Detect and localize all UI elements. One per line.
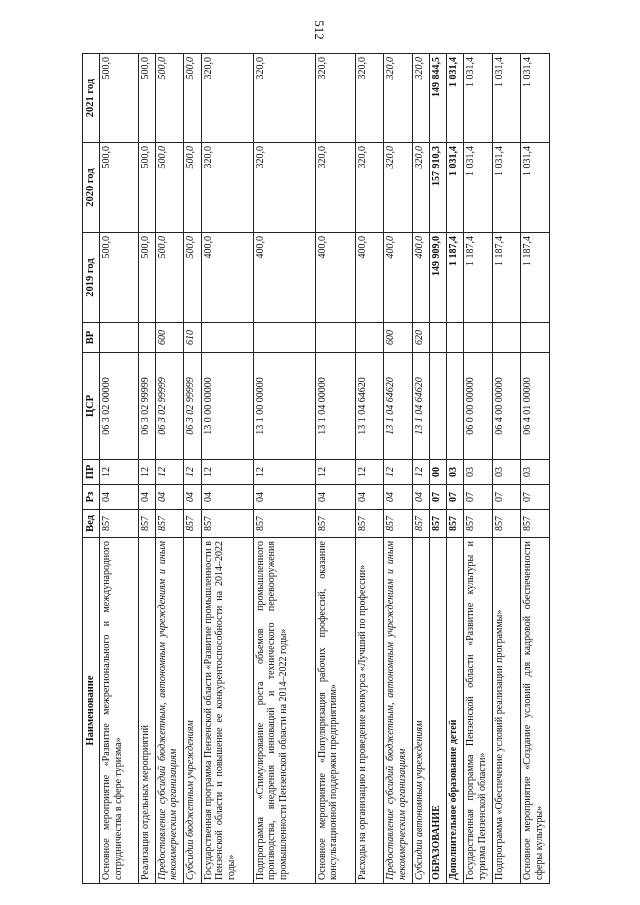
table-row	[138, 54, 155, 884]
row-value-cell: 157 910,3	[429, 143, 446, 233]
row-value-cell: 857	[155, 510, 184, 538]
row-value-cell	[253, 323, 315, 353]
row-value-cell: 1 187,4	[521, 233, 550, 323]
table-row	[253, 54, 315, 884]
row-name-cell: Основное мероприятие «Популяризация рабочих профессий, оказание консультационной поддержки предприятиям»	[315, 538, 355, 884]
row-name-cell: Предоставление субсидий бюджетным, автономным учреждениям и иным некоммерческим организациям	[155, 538, 184, 884]
row-value-cell: 04	[315, 485, 355, 510]
row-value-cell: 320,0	[201, 54, 253, 143]
row-value-cell: 400,0	[412, 233, 429, 323]
row-value-cell	[138, 323, 155, 353]
table-row	[100, 54, 139, 884]
row-value-cell: 07	[464, 485, 493, 510]
row-value-cell: 500,0	[155, 54, 184, 143]
row-value-cell: 500,0	[138, 233, 155, 323]
row-value-cell: 12	[100, 460, 139, 485]
row-name-cell: Подпрограмма «Стимулирование роста объемов промышленного производства, внедрения инноваций и технического перевооружения промышленности Пензенской области на 2014–2022 годы»	[253, 538, 315, 884]
row-name-cell: Расходы на организацию и проведение конкурса «Лучший по профессии»	[355, 538, 384, 884]
row-value-cell: 1 031,4	[521, 143, 550, 233]
row-value-cell	[464, 323, 493, 353]
row-value-cell: 00	[429, 460, 446, 485]
row-value-cell: 13 1 04 64620	[412, 353, 429, 460]
row-value-cell: 1 187,4	[464, 233, 493, 323]
row-name-cell: Основное мероприятие «Развитие межрегионального и международного сотрудничества в сфере туризма»	[100, 538, 139, 884]
row-value-cell	[521, 323, 550, 353]
row-name-cell: Государственная программа Пензенской области «Развитие культуры и туризма Пензенской области»	[464, 538, 493, 884]
header-cell: 2021 год	[83, 54, 100, 143]
row-value-cell	[201, 323, 253, 353]
row-value-cell: 1 031,4	[464, 143, 493, 233]
row-name-cell: Реализация отдельных мероприятий	[138, 538, 155, 884]
header-cell: ВР	[83, 323, 100, 353]
row-value-cell: 07	[521, 485, 550, 510]
row-value-cell: 13 0 00 00000	[201, 353, 253, 460]
row-value-cell	[447, 353, 464, 460]
row-value-cell: 1 031,4	[492, 54, 521, 143]
row-value-cell: 04	[201, 485, 253, 510]
row-value-cell: 400,0	[201, 233, 253, 323]
row-value-cell: 500,0	[184, 233, 201, 323]
row-value-cell: 857	[355, 510, 384, 538]
table-row	[184, 54, 201, 884]
row-value-cell: 320,0	[201, 143, 253, 233]
row-value-cell: 857	[253, 510, 315, 538]
row-name-cell: Дополнительное образование детей	[447, 538, 464, 884]
row-value-cell: 1 031,4	[492, 143, 521, 233]
table-body	[100, 54, 550, 884]
row-value-cell: 12	[384, 460, 413, 485]
row-value-cell: 03	[447, 460, 464, 485]
row-value-cell: 149 844,5	[429, 54, 446, 143]
row-value-cell: 13 1 04 00000	[315, 353, 355, 460]
row-value-cell: 1 187,4	[447, 233, 464, 323]
row-value-cell: 500,0	[138, 54, 155, 143]
table-row	[384, 54, 413, 884]
row-value-cell	[429, 323, 446, 353]
row-value-cell: 400,0	[355, 233, 384, 323]
row-value-cell: 857	[100, 510, 139, 538]
table-row	[412, 54, 429, 884]
row-value-cell: 04	[138, 485, 155, 510]
row-value-cell: 12	[184, 460, 201, 485]
row-value-cell: 03	[492, 460, 521, 485]
row-value-cell: 500,0	[100, 54, 139, 143]
row-value-cell: 1 187,4	[492, 233, 521, 323]
row-value-cell: 400,0	[253, 233, 315, 323]
row-value-cell: 04	[253, 485, 315, 510]
row-value-cell: 400,0	[315, 233, 355, 323]
row-value-cell: 12	[155, 460, 184, 485]
row-value-cell: 320,0	[315, 143, 355, 233]
budget-table	[82, 53, 550, 884]
row-value-cell: 610	[184, 323, 201, 353]
row-value-cell: 320,0	[315, 54, 355, 143]
header-cell: ПР	[83, 460, 100, 485]
row-value-cell: 320,0	[355, 54, 384, 143]
row-value-cell	[355, 323, 384, 353]
row-value-cell: 04	[412, 485, 429, 510]
row-value-cell	[100, 323, 139, 353]
row-value-cell: 06 3 02 99999	[184, 353, 201, 460]
row-value-cell	[429, 353, 446, 460]
row-name-cell: Государственная программа Пензенской области «Развитие промышленности в Пензенской области и повышение ее конкурентоспособности на 2014–2022 годы»	[201, 538, 253, 884]
row-value-cell: 04	[184, 485, 201, 510]
header-cell: 2019 год	[83, 233, 100, 323]
row-value-cell: 500,0	[155, 143, 184, 233]
table-row	[492, 54, 521, 884]
row-value-cell: 857	[521, 510, 550, 538]
row-value-cell: 06 4 01 00000	[521, 353, 550, 460]
row-name-cell: Субсидии бюджетным учреждениям	[184, 538, 201, 884]
row-value-cell: 06 3 02 99999	[138, 353, 155, 460]
row-value-cell: 857	[315, 510, 355, 538]
row-value-cell: 12	[355, 460, 384, 485]
row-value-cell	[492, 323, 521, 353]
table-row	[464, 54, 493, 884]
row-value-cell: 149 909,0	[429, 233, 446, 323]
header-cell: ЦСР	[83, 353, 100, 460]
table-row	[315, 54, 355, 884]
row-value-cell: 857	[138, 510, 155, 538]
header-cell: 2020 год	[83, 143, 100, 233]
row-value-cell: 500,0	[184, 54, 201, 143]
header-cell: Наименование	[83, 538, 100, 884]
row-value-cell: 13 1 04 64620	[355, 353, 384, 460]
row-value-cell: 500,0	[184, 143, 201, 233]
row-value-cell: 13 1 00 00000	[253, 353, 315, 460]
row-value-cell	[447, 323, 464, 353]
row-value-cell: 12	[201, 460, 253, 485]
row-value-cell: 857	[201, 510, 253, 538]
row-value-cell: 12	[253, 460, 315, 485]
row-name-cell: Основное мероприятие «Создание условий для кадровой обеспеченности сферы культуры»	[521, 538, 550, 884]
row-name-cell: Субсидии автономным учреждениям	[412, 538, 429, 884]
row-value-cell: 04	[155, 485, 184, 510]
row-value-cell: 600	[155, 323, 184, 353]
row-value-cell: 03	[464, 460, 493, 485]
row-value-cell: 320,0	[384, 143, 413, 233]
table-row	[429, 54, 446, 884]
row-value-cell: 320,0	[384, 54, 413, 143]
row-value-cell: 500,0	[100, 143, 139, 233]
row-value-cell: 857	[429, 510, 446, 538]
row-name-cell: ОБРАЗОВАНИЕ	[429, 538, 446, 884]
row-value-cell	[315, 323, 355, 353]
row-value-cell: 620	[412, 323, 429, 353]
row-value-cell: 857	[184, 510, 201, 538]
row-value-cell: 857	[412, 510, 429, 538]
row-value-cell: 320,0	[253, 54, 315, 143]
row-value-cell: 12	[412, 460, 429, 485]
budget-table-container	[82, 54, 550, 884]
row-value-cell: 320,0	[355, 143, 384, 233]
row-value-cell: 1 031,4	[447, 54, 464, 143]
row-value-cell: 320,0	[412, 143, 429, 233]
row-value-cell: 12	[138, 460, 155, 485]
row-value-cell: 600	[384, 323, 413, 353]
row-value-cell: 03	[521, 460, 550, 485]
row-value-cell: 07	[447, 485, 464, 510]
row-value-cell: 1 031,4	[521, 54, 550, 143]
row-value-cell: 06 3 02 00000	[100, 353, 139, 460]
row-value-cell: 857	[447, 510, 464, 538]
row-value-cell: 07	[492, 485, 521, 510]
row-value-cell: 04	[384, 485, 413, 510]
row-name-cell: Предоставление субсидий бюджетным, автономным учреждениям и иным некоммерческим организациям	[384, 538, 413, 884]
row-value-cell: 13 1 04 64620	[384, 353, 413, 460]
page-number: 512	[312, 20, 327, 40]
row-value-cell: 04	[355, 485, 384, 510]
header-cell: Рз	[83, 485, 100, 510]
table-row	[201, 54, 253, 884]
row-value-cell: 04	[100, 485, 139, 510]
row-value-cell: 06 4 00 00000	[492, 353, 521, 460]
row-value-cell: 320,0	[253, 143, 315, 233]
row-value-cell: 400,0	[384, 233, 413, 323]
table-row	[521, 54, 550, 884]
row-value-cell: 320,0	[412, 54, 429, 143]
table-row	[155, 54, 184, 884]
row-value-cell: 06 3 02 99999	[155, 353, 184, 460]
row-value-cell: 857	[492, 510, 521, 538]
row-value-cell: 06 0 00 00000	[464, 353, 493, 460]
row-name-cell: Подпрограмма «Обеспечение условий реализации программы»	[492, 538, 521, 884]
row-value-cell: 500,0	[155, 233, 184, 323]
row-value-cell: 500,0	[100, 233, 139, 323]
row-value-cell: 1 031,4	[447, 143, 464, 233]
row-value-cell: 12	[315, 460, 355, 485]
row-value-cell: 1 031,4	[464, 54, 493, 143]
table-row	[447, 54, 464, 884]
table-header	[83, 54, 100, 884]
row-value-cell: 500,0	[138, 143, 155, 233]
table-row	[355, 54, 384, 884]
row-value-cell: 857	[384, 510, 413, 538]
row-value-cell: 07	[429, 485, 446, 510]
header-cell: Вед	[83, 510, 100, 538]
row-value-cell: 857	[464, 510, 493, 538]
